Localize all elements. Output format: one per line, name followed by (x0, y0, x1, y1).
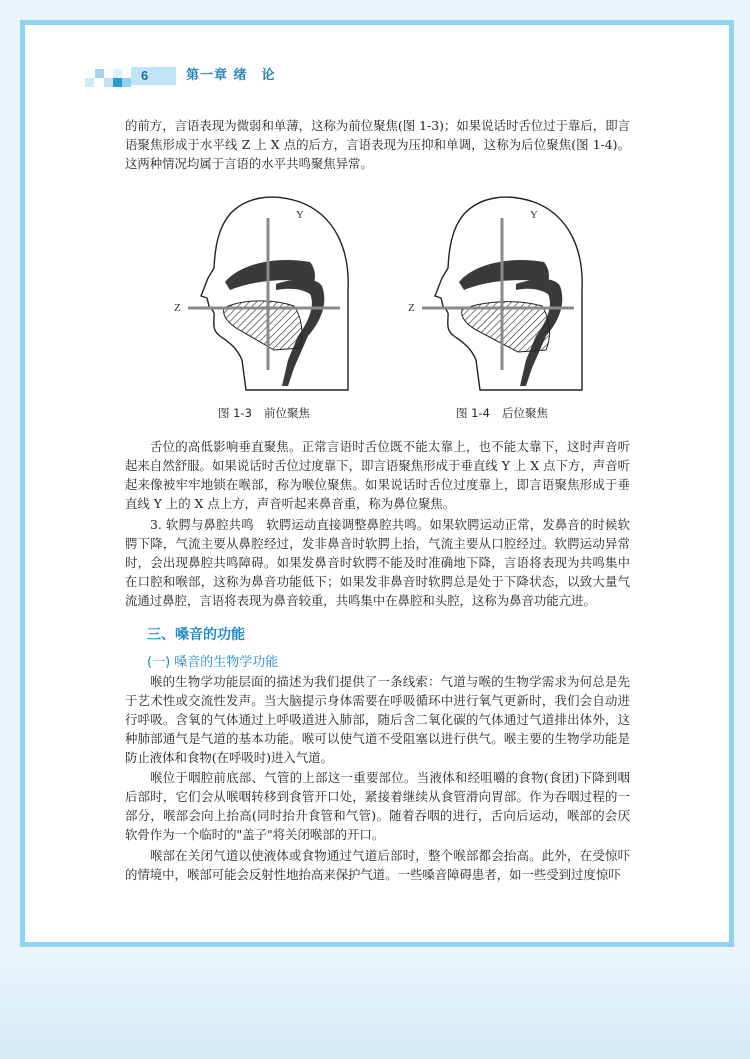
y-axis-label: Y (530, 209, 538, 221)
page-bottom-background (0, 947, 750, 1059)
header-decoration-square (122, 78, 131, 87)
header-decoration-square (113, 78, 122, 87)
header-decoration-square (104, 78, 113, 87)
z-axis-label: Z (174, 302, 181, 314)
page-number: 6 (131, 67, 176, 85)
paragraph-4: 喉的生物学功能层面的描述为我们提供了一条线索：气道与喉的生物学需求为何总是先于艺术性或交流性发声。当大脑提示身体需要在呼吸循环中进行氧气更新时，我们会自动进行呼吸。含氧的气体通过上呼吸道进入肺部，随后含二氧化碳的气体通过气道排出体外，这种肺部通气是气道的基本功能。喉可以使气道不受阻塞以进行供气。喉主要的生物学功能是防止液体和食物(在呼吸时)进入气道。 (125, 674, 630, 765)
paragraph-2: 舌位的高低影响垂直聚焦。正常言语时舌位既不能太靠上，也不能太靠下，这时声音听起来自然舒服。如果说话时舌位过度靠下，即言语聚焦形成于垂直线 Y 上 X 点下方，声音听起来像被牢牢地锁在喉部，称为喉位聚焦。如果说话时舌位过度靠上，即言语聚焦形成于垂直线 Y 上的 X 点上方，声音听起来鼻音重，称为鼻位聚焦。 (125, 439, 630, 511)
figure-1-4-caption (456, 405, 548, 421)
figure-1-3-front-focus-diagram (170, 190, 360, 402)
figure-number: 图 1-3 (218, 406, 252, 420)
chapter-title: 第一章 绪 论 (186, 68, 276, 83)
figure-1-3-caption (218, 405, 310, 421)
paragraph-1: 的前方，言语表现为微弱和单薄，这称为前位聚焦(图 1-3)；如果说话时舌位过于靠后，即言语聚焦形成于水平线 Z 上 X 点的后方，言语表现为压抑和单调，这称为后位聚焦(图 1-4)。这两种情况均属于言语的水平共鸣聚焦异常。 (125, 118, 630, 171)
paragraph-3: 3. 软腭与鼻腔共鸣 软腭运动直接调整鼻腔共鸣。如果软腭运动正常，发鼻音的时候软腭下降，气流主要从鼻腔经过，发非鼻音时软腭上抬，气流主要从口腔经过。软腭运动异常时，会出现鼻腔共鸣障碍。如果发鼻音时软腭不能及时准确地下降，言语将表现为共鸣集中在口腔和喉部，这称为鼻音功能低下；如果发非鼻音时软腭总是处于下降状态，以致大量气流通过鼻腔，言语将表现为鼻音较重，共鸣集中在鼻腔和头腔，这称为鼻音功能亢进。 (125, 517, 630, 608)
figure-number: 图 1-4 (456, 406, 490, 420)
paragraph-6: 喉部在关闭气道以使液体或食物通过气道后部时，整个喉部都会抬高。此外，在受惊吓的情境中，喉部可能会反射性地抬高来保护气道。一些嗓音障碍患者，如一些受到过度惊吓 (125, 848, 630, 882)
head-profile-outline (201, 197, 348, 390)
header-decoration-square (85, 78, 94, 87)
header-decoration-square (113, 69, 122, 78)
subsection-heading: (一) 嗓音的生物学功能 (147, 655, 279, 670)
paragraph-5: 喉位于咽腔前底部、气管的上部这一重要部位。当液体和经咀嚼的食物(食团)下降到咽后部时，它们会从喉咽转移到食管开口处，紧接着继续从食管滑向胃部。作为吞咽过程的一部分，喉部会向上抬高(同时抬升食管和气管)。随着吞咽的进行，舌向后运动，喉部的会厌软骨作为一个临时的"盖子"将关闭喉部的开口。 (125, 770, 630, 842)
z-axis-label: Z (408, 302, 415, 314)
header-decoration-square (95, 69, 104, 78)
section-heading: 三、嗓音的功能 (147, 627, 245, 643)
figure-title: 后位聚焦 (501, 406, 548, 420)
figure-title: 前位聚焦 (263, 406, 310, 420)
y-axis-label: Y (296, 209, 304, 221)
figure-1-4-back-focus-diagram (404, 190, 594, 402)
